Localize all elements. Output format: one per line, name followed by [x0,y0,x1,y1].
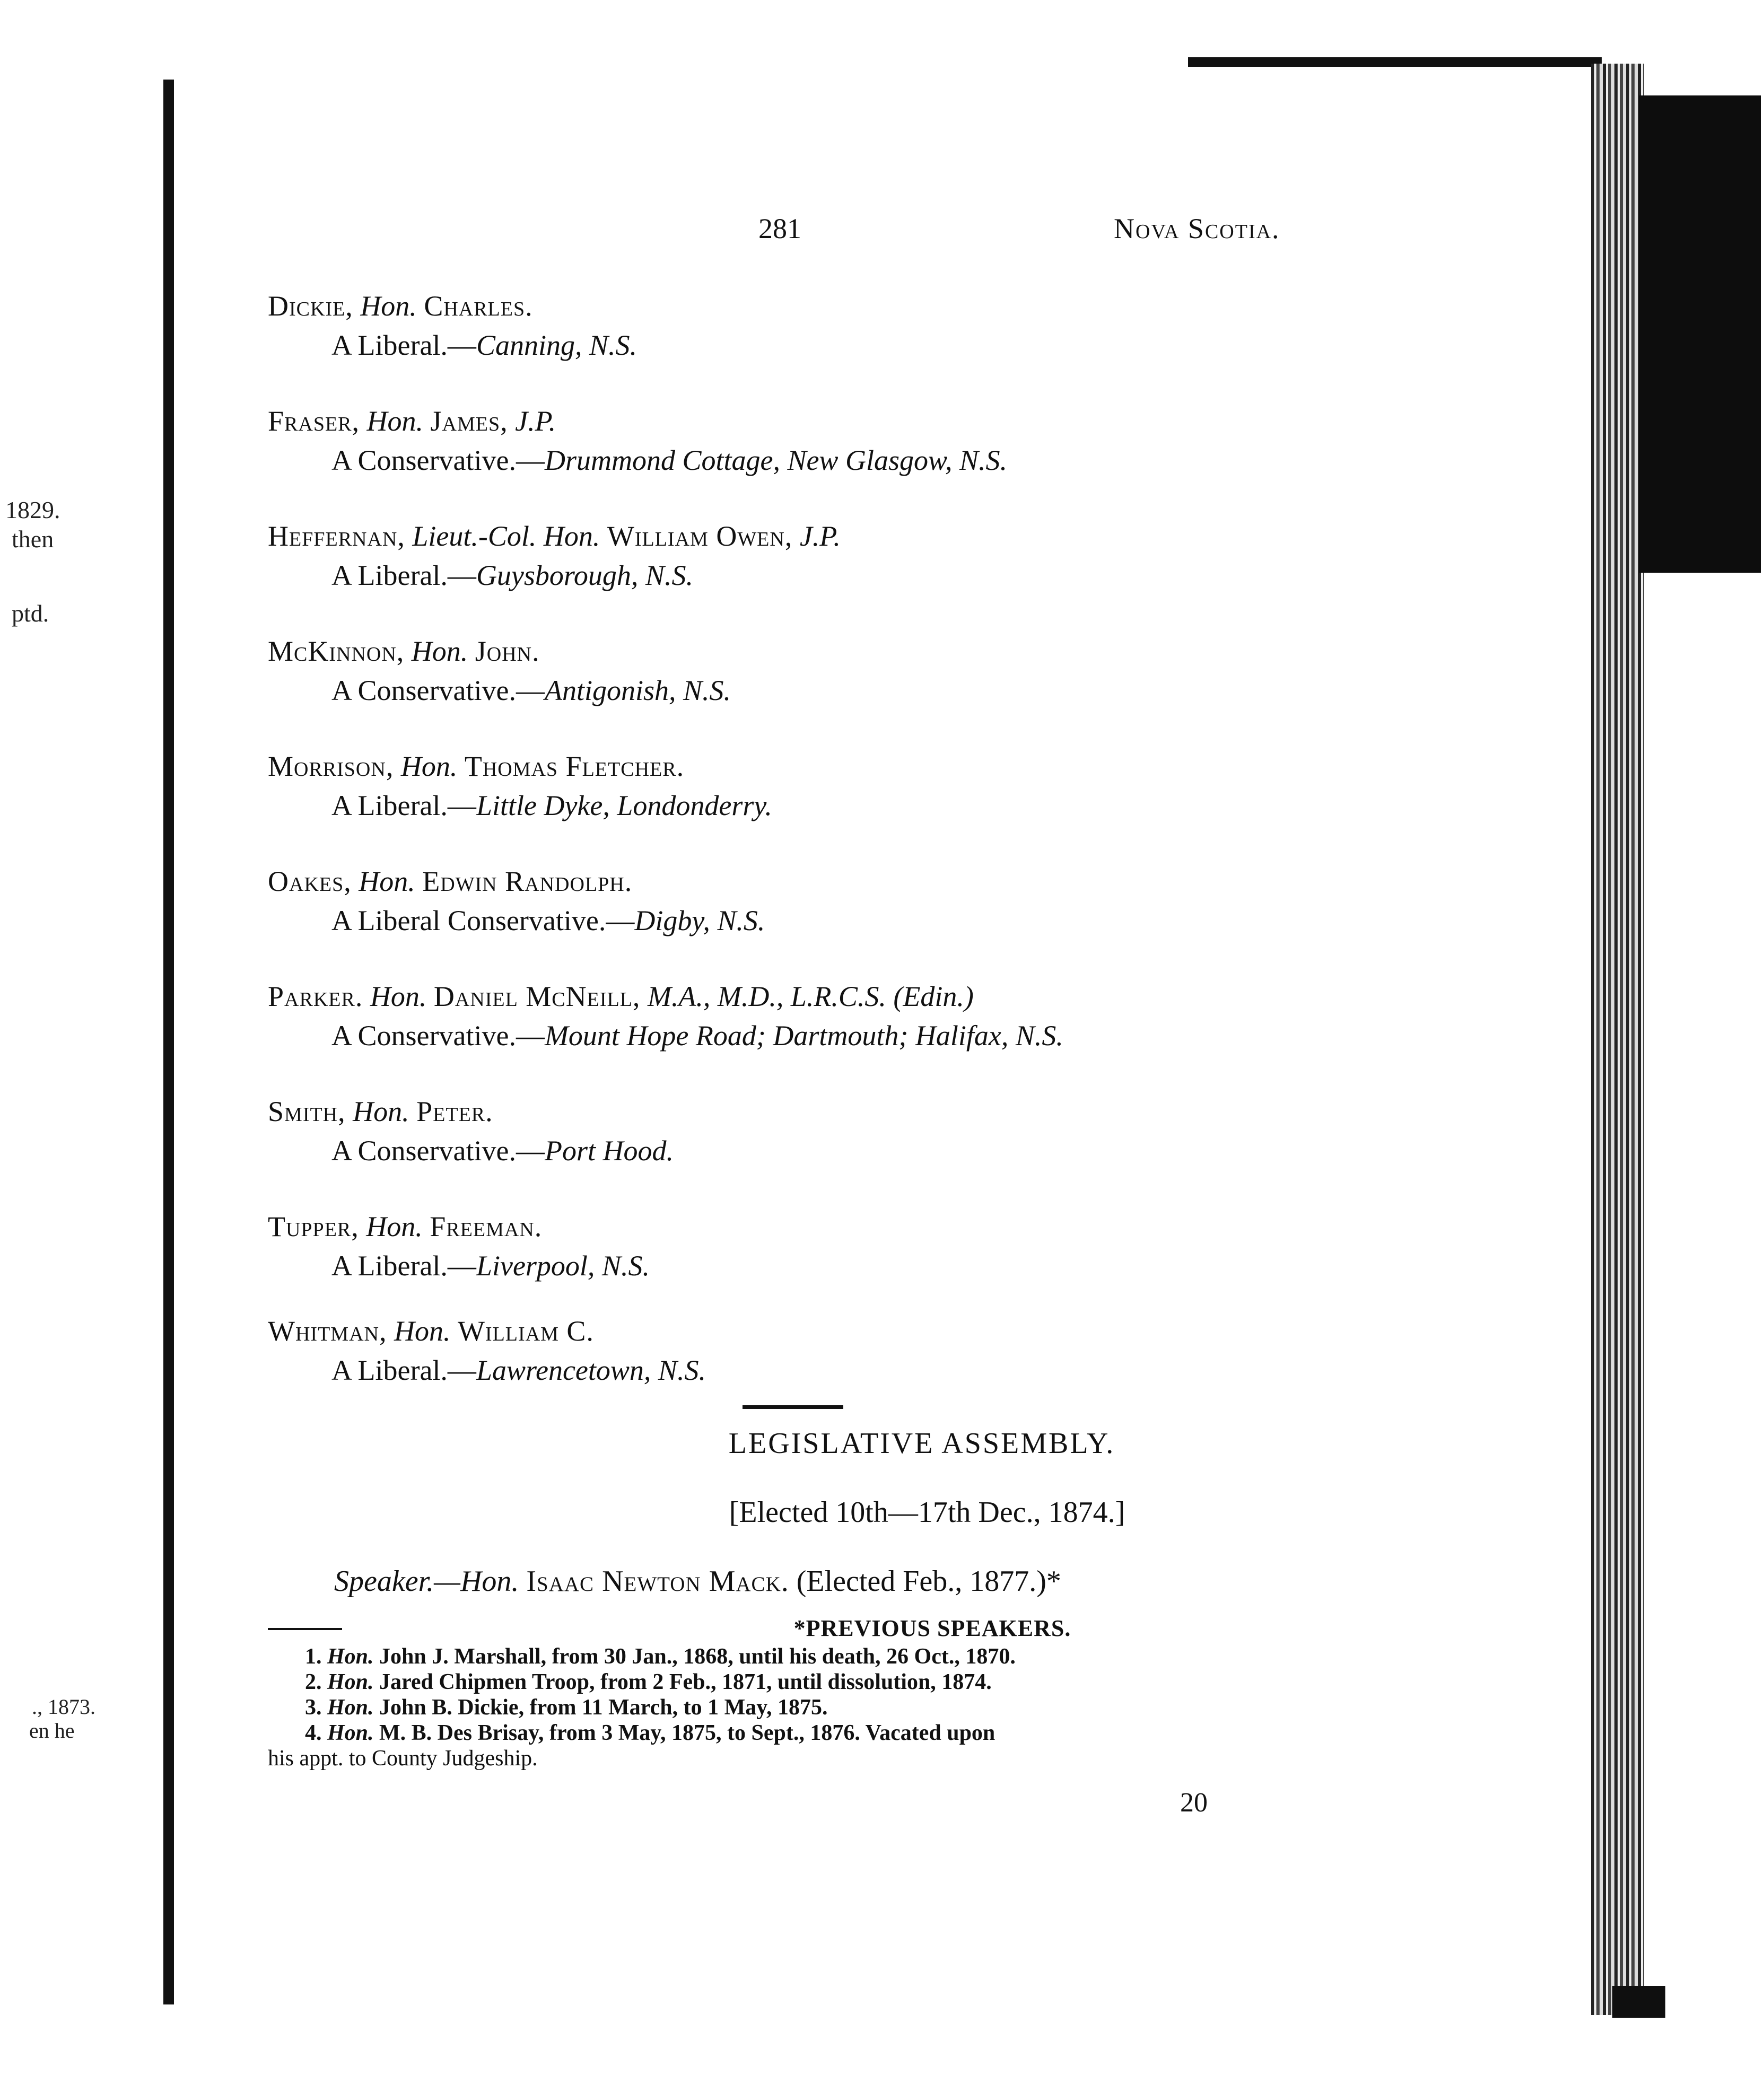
margin-note: ., 1873. [32,1695,95,1719]
member-title: Hon. [370,980,427,1012]
speaker-line [334,1564,1061,1598]
member-party: A Conservative.— [331,1020,545,1052]
member-entry [268,632,1567,710]
member-surname: McKinnon, [268,635,405,667]
scan-shadow-block [1639,95,1761,573]
member-party: A Conservative.— [331,444,545,476]
footnote-number: 3. [305,1695,322,1720]
footnote-hon: Hon. [327,1644,374,1669]
footnote-text: Jared Chipmen Troop, from 2 Feb., 1871, until dissolution, 1874. [379,1670,992,1694]
member-surname: Heffernan, [268,520,405,552]
member-party: A Liberal Conservative.— [331,905,635,936]
member-place: Digby, N.S. [634,905,765,936]
member-party: A Liberal.— [331,1354,476,1386]
margin-note: 1829. [5,496,60,523]
margin-note: en he [29,1719,75,1743]
member-entry [268,1311,1567,1390]
member-entry [268,516,1567,595]
member-surname: Tupper, [268,1211,359,1242]
footnote-heading: *PREVIOUS SPEAKERS. [793,1615,1071,1641]
member-given-name: Edwin Randolph. [422,865,633,897]
footnote-item [268,1669,1594,1695]
member-party: A Liberal.— [331,559,476,591]
member-given-name: James, [430,405,508,437]
member-given-name: Peter. [416,1096,493,1127]
speaker-name: Isaac Newton Mack. [526,1565,789,1598]
footnote-item [268,1695,1594,1720]
member-given-name: William C. [457,1315,594,1347]
signature-mark: 20 [1180,1788,1208,1818]
member-party: A Conservative.— [331,1135,545,1167]
footnote-hon: Hon. [327,1695,374,1720]
margin-note: then [12,526,54,553]
section-divider [743,1405,843,1409]
member-postnominal: J.P. [799,520,841,552]
page-edge-top [1188,57,1602,67]
member-place: Mount Hope Road; Dartmouth; Halifax, N.S. [544,1020,1063,1052]
margin-note: ptd. [12,600,49,627]
footnotes [268,1644,1594,1771]
member-title: Hon. [366,1211,423,1242]
footnote-text: John B. Dickie, from 11 March, to 1 May, 1875. [379,1695,828,1720]
footnote-number: 1. [305,1644,322,1669]
member-given-name: Freeman. [430,1211,543,1242]
member-surname: Dickie, [268,290,353,322]
member-title: Lieut.-Col. Hon. [412,520,600,552]
speaker-note: (Elected Feb., 1877.)* [796,1565,1061,1598]
footnote-item [268,1720,1594,1746]
section-title: LEGISLATIVE ASSEMBLY. [728,1427,1115,1460]
election-dates: [Elected 10th—17th Dec., 1874.] [729,1496,1125,1529]
member-given-name: Charles. [424,290,533,322]
member-surname: Whitman, [268,1315,387,1347]
member-place: Liverpool, N.S. [476,1250,650,1282]
member-given-name: Daniel McNeill, [433,980,641,1012]
member-title: Hon. [411,635,468,667]
page-edge-right [1591,64,1644,2015]
member-place: Little Dyke, Londonderry. [476,790,772,821]
binding-shadow-left [163,80,174,2004]
member-surname: Oakes, [268,865,352,897]
member-title: Hon. [353,1096,409,1127]
member-party: A Conservative.— [331,675,545,706]
member-entry [268,747,1567,825]
page-number: 281 [758,213,801,244]
member-given-name: William Owen, [607,520,793,552]
member-entry [268,401,1567,480]
footnote-hon: Hon. [327,1721,374,1745]
member-entry [268,862,1567,940]
member-entry [268,977,1567,1055]
footnote-number: 2. [305,1670,322,1694]
member-place: Lawrencetown, N.S. [476,1354,706,1386]
member-entry [268,1207,1567,1285]
member-party: A Liberal.— [331,329,476,361]
speaker-label: Speaker.—Hon. [334,1565,519,1598]
footnote-text: John J. Marshall, from 30 Jan., 1868, until his death, 26 Oct., 1870. [379,1644,1016,1669]
member-title: Hon. [359,865,415,897]
footnote-text: M. B. Des Brisay, from 3 May, 1875, to Sept., 1876. Vacated upon [379,1721,995,1745]
member-place: Guysborough, N.S. [476,559,693,591]
member-postnominal: M.A., M.D., L.R.C.S. (Edin.) [647,980,974,1012]
member-place: Drummond Cottage, New Glasgow, N.S. [544,444,1007,476]
scan-shadow-bottom [1612,1986,1665,2018]
member-party: A Liberal.— [331,790,476,821]
member-given-name: John. [475,635,540,667]
member-title: Hon. [366,405,424,437]
member-surname: Morrison, [268,750,394,782]
running-head: Nova Scotia. [1114,213,1280,244]
member-surname: Parker. [268,980,363,1012]
footnote-item [268,1644,1594,1669]
member-surname: Fraser, [268,405,360,437]
member-surname: Smith, [268,1096,346,1127]
member-given-name: Thomas Fletcher. [464,750,685,782]
footnote-number: 4. [305,1721,322,1745]
member-place: Antigonish, N.S. [544,675,731,706]
member-title: Hon. [400,750,458,782]
member-entry [268,286,1567,365]
member-entry [268,1092,1567,1170]
footnote-hon: Hon. [327,1670,374,1694]
member-place: Canning, N.S. [476,329,637,361]
member-title: Hon. [394,1315,451,1347]
member-postnominal: J.P. [515,405,556,437]
member-place: Port Hood. [544,1135,674,1167]
member-party: A Liberal.— [331,1250,476,1282]
footnote-continuation: his appt. to County Judgeship. [268,1746,538,1771]
member-title: Hon. [360,290,417,322]
